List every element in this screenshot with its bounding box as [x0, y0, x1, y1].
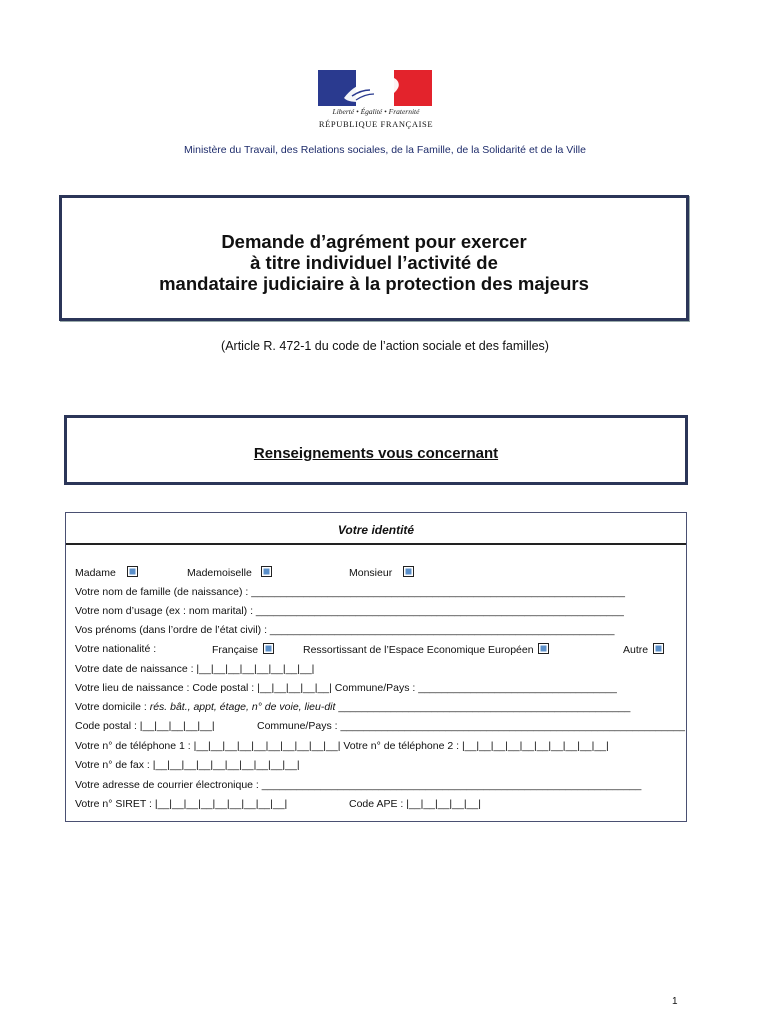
fax-field[interactable]: Votre n° de fax : |__|__|__|__|__|__|__|__|__|__| — [75, 759, 300, 771]
section-box — [64, 415, 688, 485]
francaise-checkbox[interactable] — [263, 643, 274, 654]
identity-heading: Votre identité — [337, 523, 415, 537]
title-box — [59, 195, 689, 321]
family-name-field[interactable]: Votre nom de famille (de naissance) : ________________________________________________________________ — [75, 586, 625, 598]
flag-icon — [318, 70, 432, 106]
email-field[interactable]: Votre adresse de courrier électronique : _________________________________________________________________ — [75, 779, 642, 791]
address-hint: rés. bât., appt, étage, n° de voie, lieu-dit — [149, 701, 336, 713]
commune-field[interactable]: Commune/Pays : ___________________________________________________________ — [257, 720, 685, 732]
madame-checkbox[interactable] — [127, 566, 138, 577]
usage-name-field[interactable]: Votre nom d’usage (ex : nom marital) : _______________________________________________________________ — [75, 605, 624, 617]
monsieur-checkbox[interactable] — [403, 566, 414, 577]
nationality-autre: Autre — [623, 643, 664, 656]
civility-madame: Madame — [75, 566, 138, 579]
civility-monsieur: Monsieur — [349, 566, 414, 579]
siret-field[interactable]: Votre n° SIRET : |__|__|__|__|__|__|__|__|__| — [75, 798, 288, 810]
section-title: Renseignements vous concernant — [253, 445, 499, 462]
postal-code-field[interactable]: Code postal : |__|__|__|__|__| — [75, 720, 215, 732]
birth-date-field[interactable]: Votre date de naissance : |__|__|__|__|__|__|__|__| — [75, 663, 315, 675]
article-reference: (Article R. 472-1 du code de l’action sociale et des familles) — [221, 339, 549, 353]
identity-header — [66, 513, 686, 545]
motto-text: Liberté • Égalité • Fraternité — [332, 107, 420, 116]
civility-mademoiselle: Mademoiselle — [187, 566, 272, 579]
nationality-eee: Ressortissant de l’Espace Economique Européen — [303, 643, 549, 656]
ape-code-field[interactable]: Code APE : |__|__|__|__|__| — [349, 798, 481, 810]
mademoiselle-checkbox[interactable] — [261, 566, 272, 577]
page-number: 1 — [672, 996, 678, 1007]
first-names-field[interactable]: Vos prénoms (dans l’ordre de l’état civil) : ___________________________________________________________ — [75, 624, 615, 636]
republic-text: RÉPUBLIQUE FRANÇAISE — [318, 119, 434, 129]
nationality-francaise: Française — [212, 643, 274, 656]
identity-box — [65, 512, 687, 822]
birth-place-field[interactable]: Votre lieu de naissance : Code postal : |__|__|__|__|__| Commune/Pays : __________________________________ — [75, 682, 617, 694]
document-title: Demande d’agrément pour exercer à titre individuel l’activité de mandataire judiciaire à la protection des majeurs — [159, 231, 589, 294]
phone-fields[interactable]: Votre n° de téléphone 1 : |__|__|__|__|__|__|__|__|__|__| Votre n° de téléphone 2 : |__|__|__|__|__|__|__|__|__|__| — [75, 740, 609, 752]
nationality-label: Votre nationalité : — [75, 643, 157, 655]
autre-checkbox[interactable] — [653, 643, 664, 654]
marianne-logo — [318, 70, 434, 132]
eee-checkbox[interactable] — [538, 643, 549, 654]
address-field[interactable]: Votre domicile : rés. bât., appt, étage, n° de voie, lieu-dit __________________________________________________ — [75, 701, 631, 713]
marianne-profile-icon — [338, 72, 412, 106]
ministry-name: Ministère du Travail, des Relations sociales, de la Famille, de la Solidarité et de la Ville — [184, 144, 586, 156]
